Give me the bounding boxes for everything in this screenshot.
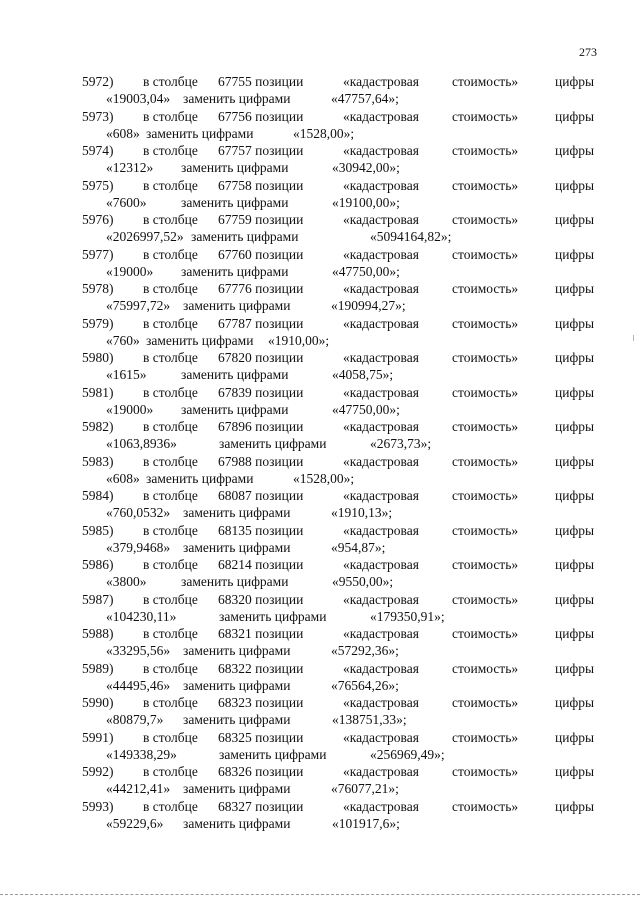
old-value: «1615» bbox=[106, 367, 147, 382]
value-word: стоимость» bbox=[452, 453, 519, 469]
old-value: «75997,72» bbox=[106, 298, 171, 313]
digits-word: цифры bbox=[555, 281, 595, 296]
cadastral-word: «кадастровая bbox=[343, 108, 419, 124]
entry-first-line bbox=[0, 211, 640, 228]
value-word: стоимость» bbox=[452, 764, 519, 779]
column-phrase: в столбце bbox=[143, 419, 198, 434]
entry-number: 5972) bbox=[82, 74, 114, 89]
column-phrase: в столбце bbox=[143, 143, 198, 158]
amendment-entry bbox=[0, 625, 640, 660]
entry-number: 5988) bbox=[82, 626, 114, 641]
cadastral-word: «кадастровая bbox=[343, 212, 419, 227]
old-value: «2026997,52» bbox=[106, 229, 184, 244]
new-value: «1910,13»; bbox=[331, 505, 393, 520]
old-value: «760,0532» bbox=[106, 505, 171, 520]
digits-word: цифры bbox=[555, 74, 595, 89]
old-value: «44212,41» bbox=[106, 781, 171, 796]
position-phrase: 67839 позиции bbox=[218, 384, 304, 400]
amendment-entry bbox=[0, 142, 640, 177]
value-word: стоимость» bbox=[452, 626, 519, 641]
replace-phrase: заменить цифрами bbox=[181, 160, 289, 175]
amendment-entry bbox=[0, 108, 640, 143]
entry-second-line bbox=[0, 815, 640, 832]
old-value: «3800» bbox=[106, 574, 147, 589]
replace-phrase: заменить цифрами bbox=[183, 298, 291, 313]
page-number: 273 bbox=[579, 45, 597, 59]
cadastral-word: «кадастровая bbox=[343, 177, 419, 193]
entry-second-line bbox=[0, 746, 640, 763]
new-value: «256969,49»; bbox=[370, 746, 445, 762]
replace-phrase: заменить цифрами bbox=[181, 194, 289, 210]
position-phrase: 67760 позиции bbox=[218, 246, 304, 262]
old-value: «608» bbox=[106, 125, 140, 141]
new-value: «9550,00»; bbox=[332, 574, 394, 589]
new-value: «47750,00»; bbox=[332, 263, 400, 279]
position-phrase: 67776 позиции bbox=[218, 281, 304, 296]
amendment-entry bbox=[0, 694, 640, 729]
entry-number: 5977) bbox=[82, 246, 114, 262]
old-value: «80879,7» bbox=[106, 712, 164, 727]
position-phrase: 68087 позиции bbox=[218, 488, 304, 503]
value-word: стоимость» bbox=[452, 108, 519, 124]
column-phrase: в столбце bbox=[143, 660, 198, 676]
column-phrase: в столбце bbox=[143, 246, 198, 262]
entry-first-line bbox=[0, 418, 640, 435]
position-phrase: 68320 позиции bbox=[218, 591, 304, 607]
new-value: «30942,00»; bbox=[332, 160, 400, 175]
entry-number: 5976) bbox=[82, 212, 114, 227]
value-word: стоимость» bbox=[452, 212, 519, 227]
entry-first-line bbox=[0, 246, 640, 263]
amendment-entry bbox=[0, 315, 640, 350]
column-phrase: в столбце bbox=[143, 522, 198, 538]
column-phrase: в столбце bbox=[143, 74, 198, 89]
digits-word: цифры bbox=[555, 488, 595, 503]
old-value: «7600» bbox=[106, 194, 147, 210]
replace-phrase: заменить цифрами bbox=[183, 781, 291, 796]
new-value: «2673,73»; bbox=[370, 436, 432, 451]
value-word: стоимость» bbox=[452, 143, 519, 158]
entry-number: 5990) bbox=[82, 695, 114, 710]
new-value: «19100,00»; bbox=[332, 194, 400, 210]
entry-second-line bbox=[0, 125, 640, 142]
value-word: стоимость» bbox=[452, 177, 519, 193]
value-word: стоимость» bbox=[452, 350, 519, 365]
amendment-entry bbox=[0, 591, 640, 626]
entry-number: 5974) bbox=[82, 143, 114, 158]
digits-word: цифры bbox=[555, 798, 595, 814]
value-word: стоимость» bbox=[452, 522, 519, 538]
replace-phrase: заменить цифрами bbox=[183, 815, 291, 831]
column-phrase: в столбце bbox=[143, 626, 198, 641]
replace-phrase: заменить цифрами bbox=[181, 401, 289, 417]
entry-number: 5985) bbox=[82, 522, 114, 538]
digits-word: цифры bbox=[555, 350, 595, 365]
entry-number: 5986) bbox=[82, 557, 114, 572]
column-phrase: в столбце bbox=[143, 557, 198, 572]
entry-number: 5981) bbox=[82, 384, 114, 400]
digits-word: цифры bbox=[555, 729, 595, 745]
position-phrase: 68325 позиции bbox=[218, 729, 304, 745]
cadastral-word: «кадастровая bbox=[343, 591, 419, 607]
entry-first-line bbox=[0, 349, 640, 366]
entry-second-line bbox=[0, 90, 640, 107]
new-value: «47757,64»; bbox=[331, 91, 399, 106]
entry-number: 5979) bbox=[82, 315, 114, 331]
amendment-entry bbox=[0, 556, 640, 591]
old-value: «149338,29» bbox=[106, 746, 177, 762]
digits-word: цифры bbox=[555, 660, 595, 676]
entry-second-line bbox=[0, 297, 640, 314]
new-value: «179350,91»; bbox=[370, 608, 445, 624]
cadastral-word: «кадастровая bbox=[343, 143, 419, 158]
cadastral-word: «кадастровая bbox=[343, 557, 419, 572]
entry-second-line bbox=[0, 711, 640, 728]
replace-phrase: заменить цифрами bbox=[191, 229, 299, 244]
entry-first-line bbox=[0, 142, 640, 159]
new-value: «1528,00»; bbox=[293, 125, 355, 141]
entry-second-line bbox=[0, 677, 640, 694]
digits-word: цифры bbox=[555, 143, 595, 158]
replace-phrase: заменить цифрами bbox=[183, 712, 291, 727]
column-phrase: в столбце bbox=[143, 591, 198, 607]
old-value: «379,9468» bbox=[106, 539, 171, 555]
entry-first-line bbox=[0, 487, 640, 504]
cadastral-word: «кадастровая bbox=[343, 764, 419, 779]
old-value: «19000» bbox=[106, 401, 154, 417]
digits-word: цифры bbox=[555, 591, 595, 607]
position-phrase: 68323 позиции bbox=[218, 695, 304, 710]
amendment-entry bbox=[0, 384, 640, 419]
amendment-entry bbox=[0, 73, 640, 108]
entry-first-line bbox=[0, 763, 640, 780]
column-phrase: в столбце bbox=[143, 764, 198, 779]
cadastral-word: «кадастровая bbox=[343, 246, 419, 262]
old-value: «44495,46» bbox=[106, 677, 171, 693]
new-value: «1528,00»; bbox=[293, 470, 355, 486]
old-value: «19003,04» bbox=[106, 91, 171, 106]
digits-word: цифры bbox=[555, 419, 595, 434]
digits-word: цифры bbox=[555, 557, 595, 572]
replace-phrase: заменить цифрами bbox=[146, 332, 254, 348]
entry-second-line bbox=[0, 263, 640, 280]
amendment-entry bbox=[0, 453, 640, 488]
entry-number: 5975) bbox=[82, 177, 114, 193]
value-word: стоимость» bbox=[452, 798, 519, 814]
digits-word: цифры bbox=[555, 626, 595, 641]
column-phrase: в столбце bbox=[143, 798, 198, 814]
column-phrase: в столбце bbox=[143, 212, 198, 227]
new-value: «57292,36»; bbox=[331, 643, 399, 658]
entry-second-line bbox=[0, 194, 640, 211]
replace-phrase: заменить цифрами bbox=[146, 125, 254, 141]
digits-word: цифры bbox=[555, 315, 595, 331]
cadastral-word: «кадастровая bbox=[343, 695, 419, 710]
position-phrase: 67757 позиции bbox=[218, 143, 304, 158]
position-phrase: 67759 позиции bbox=[218, 212, 304, 227]
old-value: «12312» bbox=[106, 160, 154, 175]
entry-second-line bbox=[0, 573, 640, 590]
replace-phrase: заменить цифрами bbox=[183, 643, 291, 658]
position-phrase: 67756 позиции bbox=[218, 108, 304, 124]
column-phrase: в столбце bbox=[143, 108, 198, 124]
new-value: «101917,6»; bbox=[332, 815, 400, 831]
amendment-entry bbox=[0, 522, 640, 557]
position-phrase: 68214 позиции bbox=[218, 557, 304, 572]
position-phrase: 67755 позиции bbox=[218, 74, 304, 89]
old-value: «59229,6» bbox=[106, 815, 164, 831]
digits-word: цифры bbox=[555, 695, 595, 710]
position-phrase: 67787 позиции bbox=[218, 315, 304, 331]
column-phrase: в столбце bbox=[143, 384, 198, 400]
entry-second-line bbox=[0, 228, 640, 245]
amendment-entry bbox=[0, 280, 640, 315]
position-phrase: 67820 позиции bbox=[218, 350, 304, 365]
cadastral-word: «кадастровая bbox=[343, 522, 419, 538]
value-word: стоимость» bbox=[452, 74, 519, 89]
replace-phrase: заменить цифрами bbox=[146, 470, 254, 486]
new-value: «954,87»; bbox=[331, 539, 386, 555]
entry-number: 5992) bbox=[82, 764, 114, 779]
new-value: «190994,27»; bbox=[331, 298, 406, 313]
old-value: «608» bbox=[106, 470, 140, 486]
entry-second-line bbox=[0, 539, 640, 556]
amendment-entry bbox=[0, 660, 640, 695]
amendment-entry bbox=[0, 211, 640, 246]
cadastral-word: «кадастровая bbox=[343, 488, 419, 503]
cadastral-word: «кадастровая bbox=[343, 281, 419, 296]
digits-word: цифры bbox=[555, 764, 595, 779]
entry-second-line bbox=[0, 642, 640, 659]
scan-edge-mark bbox=[633, 335, 634, 341]
entry-second-line bbox=[0, 504, 640, 521]
column-phrase: в столбце bbox=[143, 453, 198, 469]
entry-first-line bbox=[0, 694, 640, 711]
cadastral-word: «кадастровая bbox=[343, 74, 419, 89]
position-phrase: 68322 позиции bbox=[218, 660, 304, 676]
value-word: стоимость» bbox=[452, 660, 519, 676]
cadastral-word: «кадастровая bbox=[343, 384, 419, 400]
entry-number: 5978) bbox=[82, 281, 114, 296]
value-word: стоимость» bbox=[452, 488, 519, 503]
new-value: «138751,33»; bbox=[332, 712, 407, 727]
value-word: стоимость» bbox=[452, 591, 519, 607]
entry-first-line bbox=[0, 729, 640, 746]
replace-phrase: заменить цифрами bbox=[181, 367, 289, 382]
replace-phrase: заменить цифрами bbox=[219, 436, 327, 451]
old-value: «760» bbox=[106, 332, 140, 348]
column-phrase: в столбце bbox=[143, 350, 198, 365]
cadastral-word: «кадастровая bbox=[343, 626, 419, 641]
entry-first-line bbox=[0, 73, 640, 90]
entry-second-line bbox=[0, 332, 640, 349]
replace-phrase: заменить цифрами bbox=[219, 746, 327, 762]
entry-second-line bbox=[0, 435, 640, 452]
cadastral-word: «кадастровая bbox=[343, 660, 419, 676]
entry-first-line bbox=[0, 522, 640, 539]
old-value: «1063,8936» bbox=[106, 436, 177, 451]
old-value: «33295,56» bbox=[106, 643, 171, 658]
amendment-entry bbox=[0, 729, 640, 764]
replace-phrase: заменить цифрами bbox=[181, 263, 289, 279]
entry-second-line bbox=[0, 780, 640, 797]
digits-word: цифры bbox=[555, 177, 595, 193]
entry-first-line bbox=[0, 108, 640, 125]
replace-phrase: заменить цифрами bbox=[181, 574, 289, 589]
digits-word: цифры bbox=[555, 212, 595, 227]
value-word: стоимость» bbox=[452, 729, 519, 745]
replace-phrase: заменить цифрами bbox=[183, 505, 291, 520]
position-phrase: 68135 позиции bbox=[218, 522, 304, 538]
entry-first-line bbox=[0, 556, 640, 573]
position-phrase: 68321 позиции bbox=[218, 626, 304, 641]
entry-number: 5983) bbox=[82, 453, 114, 469]
amendment-entry bbox=[0, 246, 640, 281]
entry-first-line bbox=[0, 315, 640, 332]
new-value: «4058,75»; bbox=[332, 367, 394, 382]
bottom-rule bbox=[0, 894, 640, 895]
new-value: «1910,00»; bbox=[268, 332, 330, 348]
amendment-list bbox=[0, 73, 640, 832]
entry-number: 5973) bbox=[82, 108, 114, 124]
amendment-entry bbox=[0, 798, 640, 833]
entry-number: 5989) bbox=[82, 660, 114, 676]
position-phrase: 67896 позиции bbox=[218, 419, 304, 434]
entry-number: 5993) bbox=[82, 798, 114, 814]
entry-second-line bbox=[0, 159, 640, 176]
value-word: стоимость» bbox=[452, 246, 519, 262]
column-phrase: в столбце bbox=[143, 488, 198, 503]
replace-phrase: заменить цифрами bbox=[219, 608, 327, 624]
entry-first-line bbox=[0, 384, 640, 401]
entry-first-line bbox=[0, 280, 640, 297]
position-phrase: 67988 позиции bbox=[218, 453, 304, 469]
amendment-entry bbox=[0, 349, 640, 384]
digits-word: цифры bbox=[555, 384, 595, 400]
value-word: стоимость» bbox=[452, 281, 519, 296]
amendment-entry bbox=[0, 418, 640, 453]
entry-second-line bbox=[0, 470, 640, 487]
position-phrase: 67758 позиции bbox=[218, 177, 304, 193]
digits-word: цифры bbox=[555, 108, 595, 124]
column-phrase: в столбце bbox=[143, 281, 198, 296]
entry-number: 5991) bbox=[82, 729, 114, 745]
new-value: «5094164,82»; bbox=[370, 229, 452, 244]
replace-phrase: заменить цифрами bbox=[183, 677, 291, 693]
entry-number: 5984) bbox=[82, 488, 114, 503]
digits-word: цифры bbox=[555, 453, 595, 469]
position-phrase: 68327 позиции bbox=[218, 798, 304, 814]
position-phrase: 68326 позиции bbox=[218, 764, 304, 779]
column-phrase: в столбце bbox=[143, 315, 198, 331]
value-word: стоимость» bbox=[452, 384, 519, 400]
entry-number: 5987) bbox=[82, 591, 114, 607]
value-word: стоимость» bbox=[452, 695, 519, 710]
entry-first-line bbox=[0, 798, 640, 815]
old-value: «19000» bbox=[106, 263, 154, 279]
cadastral-word: «кадастровая bbox=[343, 453, 419, 469]
column-phrase: в столбце bbox=[143, 177, 198, 193]
replace-phrase: заменить цифрами bbox=[183, 91, 291, 106]
amendment-entry bbox=[0, 177, 640, 212]
cadastral-word: «кадастровая bbox=[343, 729, 419, 745]
entry-first-line bbox=[0, 625, 640, 642]
entry-number: 5980) bbox=[82, 350, 114, 365]
replace-phrase: заменить цифрами bbox=[183, 539, 291, 555]
value-word: стоимость» bbox=[452, 419, 519, 434]
old-value: «104230,11» bbox=[106, 608, 177, 624]
column-phrase: в столбце bbox=[143, 729, 198, 745]
entry-first-line bbox=[0, 660, 640, 677]
cadastral-word: «кадастровая bbox=[343, 350, 419, 365]
cadastral-word: «кадастровая bbox=[343, 315, 419, 331]
entry-second-line bbox=[0, 608, 640, 625]
entry-first-line bbox=[0, 177, 640, 194]
value-word: стоимость» bbox=[452, 557, 519, 572]
cadastral-word: «кадастровая bbox=[343, 798, 419, 814]
amendment-entry bbox=[0, 763, 640, 798]
amendment-entry bbox=[0, 487, 640, 522]
value-word: стоимость» bbox=[452, 315, 519, 331]
digits-word: цифры bbox=[555, 246, 595, 262]
entry-first-line bbox=[0, 453, 640, 470]
cadastral-word: «кадастровая bbox=[343, 419, 419, 434]
new-value: «76564,26»; bbox=[331, 677, 399, 693]
new-value: «47750,00»; bbox=[332, 401, 400, 417]
entry-number: 5982) bbox=[82, 419, 114, 434]
entry-first-line bbox=[0, 591, 640, 608]
entry-second-line bbox=[0, 401, 640, 418]
column-phrase: в столбце bbox=[143, 695, 198, 710]
entry-second-line bbox=[0, 366, 640, 383]
digits-word: цифры bbox=[555, 522, 595, 538]
new-value: «76077,21»; bbox=[331, 781, 399, 796]
